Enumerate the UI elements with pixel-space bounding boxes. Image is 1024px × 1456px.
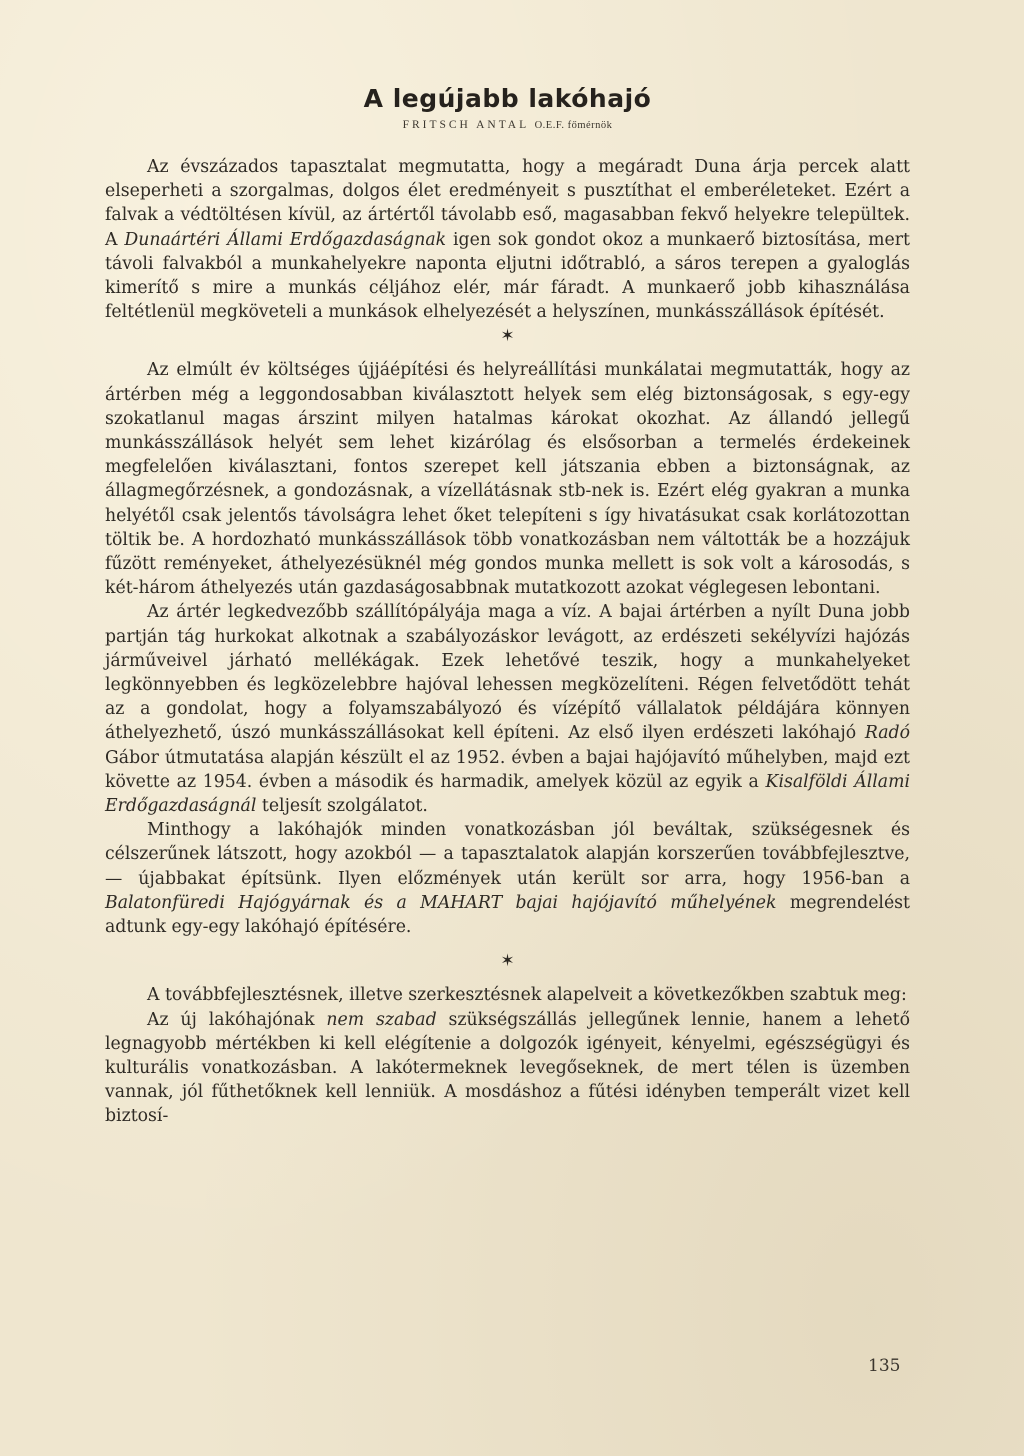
italic-shipyard-names: Balatonfüredi Hajógyárnak és a MAHART bajai hajójavító műhelyének [105,892,777,913]
paragraph-3-part-b: Gábor útmutatása alapján készült el az 1952. évben a bajai hajójavító műhelyben, majd ezt követte az 1954. évben a második és harmadik, amelyek közül az egyik a [105,747,910,792]
paragraph-6-part-b: szükségszállás jellegűnek lennie, hanem a lehető legnagyobb mértékben ki kell elégítenie a dolgozók igényeit, kényelmi, egészségügyi és kulturális vonatkozásban. A lakótermeknek levegőseknek, de mert télen is üzemben vannak, jól fűthetőknek kell lenniük. A mosdáshoz a fűtési idényben temperált vizet kell biztosí- [105,1009,911,1127]
page-number: 135 [868,1356,901,1376]
section-separator-1: ✶ [500,326,515,347]
italic-emphasis: nem szabad [326,1009,437,1030]
article [105,70,910,1129]
paragraph-1-sentence-start: A [105,229,125,250]
paragraph-3-part-a: Az ártér legkedvezőbb szállítópályája maga a víz. A bajai ártérben a nyílt Duna jobb partján tág hurkokat alkotnak a szabályozáskor levágott, az erdészeti sekélyvízi hajózás járműveivel járható mellékágak. Ezek lehetővé teszik, hogy a munkahelyeket legkönnyebben és legközelebbre hajóval lehessen megközelíteni. Régen felvetődött tehát az a gondolat, hogy a folyamszabályozó és vízépítő vállalatok példájára könnyen áthelyezhető, úszó munkásszállásokat kell építeni. Az első ilyen erdészeti lakóhajó [105,602,910,744]
paragraph-1-rest: igen sok gondot okoz a munkaerő biztosítása, mert távoli falvakból a munkahelyekre naponta eljutni időtrabló, a sáros terepen a gyaloglás kimerítő s mire a munkás céljához elér, már fáradt. A munkaerő jobb kihasználása feltétlenül megköveteli a munkások elhelyezését a helyszínen, munkásszállások építését. [105,229,910,323]
paragraph-4 [105,818,910,939]
paragraph-2: Az elmúlt év költséges újjáépítési és helyreállítási munkálatai megmutatták, hogy az ártérben még a leggondosabban kiválasztott helyek sem elég biztonságosak, s egy-egy szokatlanul magas árszint milyen hatalmas károkat okozhat. Az állandó jellegű munkásszállások helyét sem lehet kizárólag és elsősorban a termelés érdekeinek megfelelően kiválasztani, fontos szerepet kell játszania ebben a biztonságnak, az állagmegőrzésnek, a gondozásnak, a vízellátásnak stb-nek is. Ezért elég gyakran a munka helyétől csak jelentős távolságra lehet őket telepíteni s így hivatásukat csak korlátozottan töltik be. A hordozható munkásszállások több vonatkozásban nem váltották be a hozzájuk fűzött reményeket, áthelyezésüknél még gondos munka mellett is sok volt a károsodás, s két-három áthelyezés után gazdaságosabbnak mutatkozott azokat véglegesen lebontani. [105,360,910,599]
article-title: A legújabb lakóhajó [363,84,652,113]
paragraph-1-text: Az évszázados tapasztalat megmutatta, hogy a megáradt Duna árja percek alatt elseperheti a szorgalmas, dolgos élet eredményeit s pusztíthat el emberéleteket. Ezért a falvak a védtöltésen kívül, az ártértől távolabb eső, magasabban fekvő helyekre települtek. [105,157,910,226]
italic-organization-name: Kisalföldi Állami Erdőgazdaságnál [105,771,910,817]
paragraph-6-part-a: Az új lakóhajónak [147,1009,327,1030]
italic-person-name: Radó [864,723,910,744]
paragraph-5: A továbbfejlesztésnek, illetve szerkesztésnek alapelveit a következőkben szabtuk meg: [147,985,907,1006]
paragraph-4-part-b: megrendelést adtunk egy-egy lakóhajó építésére. [105,892,910,938]
paragraph-4-part-a: Minthogy a lakóhajók minden vonatkozásban jól beváltak, szükségesnek és célszerűnek látszott, hogy azokból — a tapasztalatok alapján korszerűen továbbfejlesztve, — újabbakat építsünk. Ilyen előzmények után került sor arra, hogy 1956-ban a [105,820,910,889]
paragraph-6 [105,1008,910,1129]
italic-organization-name: Dunaártéri Állami Erdőgazdaságnak [124,229,447,250]
author-title: O.E.F. főmérnök [534,120,613,131]
paragraph-1 [105,155,910,324]
section-separator-2: ✶ [500,951,515,972]
paragraph-3 [105,600,910,818]
paragraph-3-part-c: teljesít szolgálatot. [256,796,428,817]
byline [105,119,910,131]
author-name: FRITSCH ANTAL [402,119,529,131]
